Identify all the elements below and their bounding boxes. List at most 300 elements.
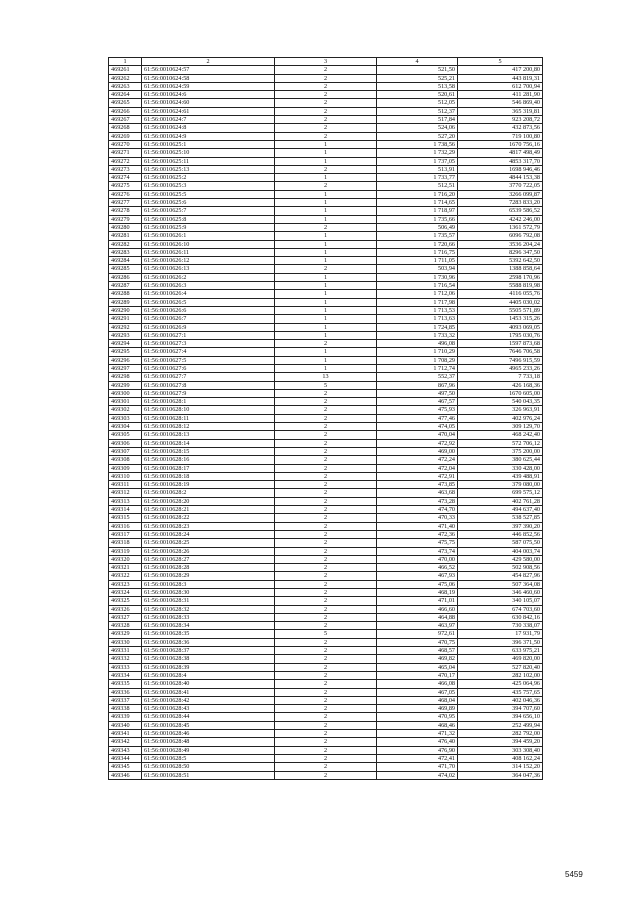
- header-cell-4: 4: [377, 58, 458, 66]
- amount-cell: 1597 873,68: [458, 340, 543, 348]
- amount-cell: 468 242,40: [458, 431, 543, 439]
- row-id-cell: 469297: [109, 364, 142, 372]
- row-id-cell: 469333: [109, 663, 142, 671]
- table-row: [109, 174, 543, 182]
- amount-cell: 408 162,24: [458, 754, 543, 762]
- group-code-cell: 13: [275, 373, 377, 381]
- group-code-cell: 5: [275, 630, 377, 638]
- row-id-cell: 469340: [109, 721, 142, 729]
- row-id-cell: 469266: [109, 107, 142, 115]
- table-body: [109, 58, 543, 780]
- amount-cell: 546 869,40: [458, 99, 543, 107]
- cadastral-number-cell: 61:56:0010627:1: [142, 331, 275, 339]
- cadastral-number-cell: 61:56:0010628:30: [142, 589, 275, 597]
- value-cell: 469,82: [377, 655, 458, 663]
- group-code-cell: 1: [275, 240, 377, 248]
- row-id-cell: 469295: [109, 348, 142, 356]
- group-code-cell: 1: [275, 364, 377, 372]
- table-row: [109, 763, 543, 771]
- amount-cell: 3266 099,87: [458, 190, 543, 198]
- cadastral-number-cell: 61:56:0010628:33: [142, 613, 275, 621]
- cadastral-number-cell: 61:56:0010625:6: [142, 199, 275, 207]
- cadastral-number-cell: 61:56:0010628:43: [142, 705, 275, 713]
- header-cell-1: 1: [109, 58, 142, 66]
- cadastral-number-cell: 61:56:0010628:10: [142, 406, 275, 414]
- value-cell: 1 718,97: [377, 207, 458, 215]
- cadastral-number-cell: 61:56:0010626:12: [142, 257, 275, 265]
- amount-cell: 7496 915,59: [458, 356, 543, 364]
- amount-cell: 375 200,00: [458, 447, 543, 455]
- amount-cell: 394 656,10: [458, 713, 543, 721]
- cadastral-number-cell: 61:56:0010628:21: [142, 506, 275, 514]
- table-row: [109, 555, 543, 563]
- table-row: [109, 655, 543, 663]
- amount-cell: 309 129,70: [458, 423, 543, 431]
- table-row: [109, 771, 543, 779]
- table-row: [109, 547, 543, 555]
- table-row: [109, 157, 543, 165]
- group-code-cell: 1: [275, 157, 377, 165]
- value-cell: 477,46: [377, 414, 458, 422]
- group-code-cell: 2: [275, 431, 377, 439]
- row-id-cell: 469282: [109, 240, 142, 248]
- group-code-cell: 2: [275, 423, 377, 431]
- table-row: [109, 754, 543, 762]
- amount-cell: 4844 153,38: [458, 174, 543, 182]
- value-cell: 466,60: [377, 605, 458, 613]
- row-id-cell: 469284: [109, 257, 142, 265]
- row-id-cell: 469313: [109, 497, 142, 505]
- value-cell: 1 712,06: [377, 290, 458, 298]
- cadastral-number-cell: 61:56:0010624:6: [142, 91, 275, 99]
- group-code-cell: 2: [275, 522, 377, 530]
- value-cell: 1 711,05: [377, 257, 458, 265]
- row-id-cell: 469316: [109, 522, 142, 530]
- value-cell: 513,58: [377, 82, 458, 90]
- amount-cell: 1453 315,26: [458, 315, 543, 323]
- group-code-cell: 2: [275, 506, 377, 514]
- group-code-cell: 2: [275, 738, 377, 746]
- cadastral-number-cell: 61:56:0010624:59: [142, 82, 275, 90]
- cadastral-number-cell: 61:56:0010628:23: [142, 522, 275, 530]
- group-code-cell: 2: [275, 514, 377, 522]
- group-code-cell: 2: [275, 688, 377, 696]
- group-code-cell: 1: [275, 356, 377, 364]
- group-code-cell: 2: [275, 489, 377, 497]
- amount-cell: 630 842,16: [458, 613, 543, 621]
- row-id-cell: 469329: [109, 630, 142, 638]
- table-row: [109, 132, 543, 140]
- value-cell: 1 732,29: [377, 149, 458, 157]
- table-row: [109, 572, 543, 580]
- row-id-cell: 469337: [109, 696, 142, 704]
- amount-cell: 923 208,72: [458, 116, 543, 124]
- row-id-cell: 469336: [109, 688, 142, 696]
- cadastral-number-cell: 61:56:0010628:32: [142, 605, 275, 613]
- row-id-cell: 469274: [109, 174, 142, 182]
- group-code-cell: 2: [275, 66, 377, 74]
- cadastral-number-cell: 61:56:0010625:5: [142, 190, 275, 198]
- row-id-cell: 469317: [109, 530, 142, 538]
- row-id-cell: 469332: [109, 655, 142, 663]
- table-row: [109, 530, 543, 538]
- cadastral-number-cell: 61:56:0010627:3: [142, 340, 275, 348]
- row-id-cell: 469265: [109, 99, 142, 107]
- cadastral-number-cell: 61:56:0010628:24: [142, 530, 275, 538]
- row-id-cell: 469299: [109, 381, 142, 389]
- cadastral-number-cell: 61:56:0010628:20: [142, 497, 275, 505]
- value-cell: 1 735,57: [377, 232, 458, 240]
- table-row: [109, 315, 543, 323]
- value-cell: 464,88: [377, 613, 458, 621]
- amount-cell: 507 364,08: [458, 580, 543, 588]
- value-cell: 503,94: [377, 265, 458, 273]
- table-row: [109, 282, 543, 290]
- table-row: [109, 331, 543, 339]
- table-row: [109, 721, 543, 729]
- table-row: [109, 506, 543, 514]
- amount-cell: 394 459,20: [458, 738, 543, 746]
- cadastral-number-cell: 61:56:0010628:50: [142, 763, 275, 771]
- table-row: [109, 290, 543, 298]
- value-cell: 1 713,63: [377, 315, 458, 323]
- amount-cell: 365 319,81: [458, 107, 543, 115]
- table-row: [109, 605, 543, 613]
- table-row: [109, 622, 543, 630]
- group-code-cell: 1: [275, 232, 377, 240]
- row-id-cell: 469320: [109, 555, 142, 563]
- group-code-cell: 2: [275, 107, 377, 115]
- table-row: [109, 522, 543, 530]
- cadastral-number-cell: 61:56:0010624:60: [142, 99, 275, 107]
- cadastral-number-cell: 61:56:0010628:42: [142, 696, 275, 704]
- group-code-cell: 2: [275, 389, 377, 397]
- table-row: [109, 356, 543, 364]
- value-cell: 1 730,96: [377, 273, 458, 281]
- amount-cell: 4817 498,49: [458, 149, 543, 157]
- group-code-cell: 2: [275, 647, 377, 655]
- amount-cell: 346 460,60: [458, 589, 543, 597]
- value-cell: 1 708,29: [377, 356, 458, 364]
- table-row: [109, 232, 543, 240]
- value-cell: 1 733,77: [377, 174, 458, 182]
- row-id-cell: 469334: [109, 671, 142, 679]
- group-code-cell: 1: [275, 140, 377, 148]
- cadastral-number-cell: 61:56:0010628:5: [142, 754, 275, 762]
- header-cell-5: 5: [458, 58, 543, 66]
- group-code-cell: 2: [275, 398, 377, 406]
- group-code-cell: 2: [275, 680, 377, 688]
- value-cell: 471,70: [377, 763, 458, 771]
- amount-cell: 446 852,56: [458, 530, 543, 538]
- value-cell: 463,97: [377, 622, 458, 630]
- group-code-cell: 2: [275, 555, 377, 563]
- row-id-cell: 469279: [109, 215, 142, 223]
- cadastral-number-cell: 61:56:0010626:6: [142, 306, 275, 314]
- table-row: [109, 199, 543, 207]
- amount-cell: 425 064,96: [458, 680, 543, 688]
- cadastral-number-cell: 61:56:0010628:44: [142, 713, 275, 721]
- amount-cell: 527 820,40: [458, 663, 543, 671]
- row-id-cell: 469324: [109, 589, 142, 597]
- row-id-cell: 469308: [109, 456, 142, 464]
- amount-cell: 443 819,31: [458, 74, 543, 82]
- amount-cell: 4242 246,00: [458, 215, 543, 223]
- amount-cell: 6539 586,52: [458, 207, 543, 215]
- amount-cell: 435 757,65: [458, 688, 543, 696]
- value-cell: 475,75: [377, 539, 458, 547]
- amount-cell: 252 499,94: [458, 721, 543, 729]
- amount-cell: 404 003,74: [458, 547, 543, 555]
- cadastral-number-cell: 61:56:0010626:11: [142, 248, 275, 256]
- cadastral-number-cell: 61:56:0010624:9: [142, 132, 275, 140]
- amount-cell: 494 637,40: [458, 506, 543, 514]
- value-cell: 466,08: [377, 680, 458, 688]
- group-code-cell: 2: [275, 754, 377, 762]
- table-row: [109, 340, 543, 348]
- value-cell: 471,32: [377, 730, 458, 738]
- group-code-cell: 1: [275, 174, 377, 182]
- amount-cell: 4405 030,02: [458, 298, 543, 306]
- table-row: [109, 414, 543, 422]
- amount-cell: 1670 605,00: [458, 389, 543, 397]
- row-id-cell: 469280: [109, 223, 142, 231]
- table-row: [109, 514, 543, 522]
- table-row: [109, 688, 543, 696]
- amount-cell: 5505 571,89: [458, 306, 543, 314]
- row-id-cell: 469327: [109, 613, 142, 621]
- amount-cell: 397 390,20: [458, 522, 543, 530]
- cadastral-number-cell: 61:56:0010628:17: [142, 464, 275, 472]
- value-cell: 512,05: [377, 99, 458, 107]
- group-code-cell: 2: [275, 721, 377, 729]
- group-code-cell: 2: [275, 265, 377, 273]
- group-code-cell: 1: [275, 290, 377, 298]
- row-id-cell: 469289: [109, 298, 142, 306]
- cadastral-number-cell: 61:56:0010628:28: [142, 564, 275, 572]
- table-row: [109, 124, 543, 132]
- group-code-cell: 2: [275, 530, 377, 538]
- table-row: [109, 564, 543, 572]
- group-code-cell: 2: [275, 547, 377, 555]
- group-code-cell: 5: [275, 381, 377, 389]
- group-code-cell: 2: [275, 671, 377, 679]
- table-row: [109, 298, 543, 306]
- row-id-cell: 469330: [109, 638, 142, 646]
- cadastral-number-cell: 61:56:0010628:34: [142, 622, 275, 630]
- value-cell: 468,19: [377, 589, 458, 597]
- value-cell: 1 735,66: [377, 215, 458, 223]
- value-cell: 1 737,05: [377, 157, 458, 165]
- amount-cell: 314 152,20: [458, 763, 543, 771]
- cadastral-number-cell: 61:56:0010628:22: [142, 514, 275, 522]
- table-row: [109, 705, 543, 713]
- table-row: [109, 265, 543, 273]
- amount-cell: 4965 233,26: [458, 364, 543, 372]
- cadastral-number-cell: 61:56:0010628:4: [142, 671, 275, 679]
- table-row: [109, 348, 543, 356]
- table-row: [109, 680, 543, 688]
- table-row: [109, 431, 543, 439]
- amount-cell: 2598 170,96: [458, 273, 543, 281]
- cadastral-number-cell: 61:56:0010624:58: [142, 74, 275, 82]
- value-cell: 1 712,74: [377, 364, 458, 372]
- group-code-cell: 2: [275, 439, 377, 447]
- table-row: [109, 713, 543, 721]
- table-row: [109, 82, 543, 90]
- row-id-cell: 469300: [109, 389, 142, 397]
- row-id-cell: 469335: [109, 680, 142, 688]
- group-code-cell: 2: [275, 605, 377, 613]
- table-row: [109, 248, 543, 256]
- cadastral-number-cell: 61:56:0010624:8: [142, 124, 275, 132]
- value-cell: 521,50: [377, 66, 458, 74]
- row-id-cell: 469303: [109, 414, 142, 422]
- cadastral-number-cell: 61:56:0010626:2: [142, 273, 275, 281]
- group-code-cell: 2: [275, 539, 377, 547]
- value-cell: 470,95: [377, 713, 458, 721]
- value-cell: 496,08: [377, 340, 458, 348]
- value-cell: 525,21: [377, 74, 458, 82]
- cadastral-number-cell: 61:56:0010628:36: [142, 638, 275, 646]
- amount-cell: 17 931,79: [458, 630, 543, 638]
- row-id-cell: 469346: [109, 771, 142, 779]
- amount-cell: 1361 572,79: [458, 223, 543, 231]
- cadastral-number-cell: 61:56:0010628:18: [142, 472, 275, 480]
- table-row: [109, 364, 543, 372]
- cadastral-number-cell: 61:56:0010628:13: [142, 431, 275, 439]
- value-cell: 476,40: [377, 738, 458, 746]
- amount-cell: 7 733,18: [458, 373, 543, 381]
- amount-cell: 719 100,80: [458, 132, 543, 140]
- group-code-cell: 1: [275, 282, 377, 290]
- amount-cell: 8296 347,50: [458, 248, 543, 256]
- value-cell: 527,20: [377, 132, 458, 140]
- row-id-cell: 469328: [109, 622, 142, 630]
- row-id-cell: 469275: [109, 182, 142, 190]
- value-cell: 469,89: [377, 705, 458, 713]
- amount-cell: 572 706,12: [458, 439, 543, 447]
- table-row: [109, 149, 543, 157]
- amount-cell: 4116 055,76: [458, 290, 543, 298]
- group-code-cell: 2: [275, 182, 377, 190]
- group-code-cell: 2: [275, 597, 377, 605]
- table-row: [109, 207, 543, 215]
- row-id-cell: 469286: [109, 273, 142, 281]
- amount-cell: 4853 317,70: [458, 157, 543, 165]
- value-cell: 473,28: [377, 497, 458, 505]
- row-id-cell: 469270: [109, 140, 142, 148]
- cadastral-number-cell: 61:56:0010628:16: [142, 456, 275, 464]
- cadastral-number-cell: 61:56:0010624:57: [142, 66, 275, 74]
- cadastral-number-cell: 61:56:0010625:10: [142, 149, 275, 157]
- group-code-cell: 1: [275, 306, 377, 314]
- row-id-cell: 469298: [109, 373, 142, 381]
- row-id-cell: 469342: [109, 738, 142, 746]
- group-code-cell: 2: [275, 655, 377, 663]
- group-code-cell: 2: [275, 74, 377, 82]
- row-id-cell: 469325: [109, 597, 142, 605]
- cadastral-number-cell: 61:56:0010628:49: [142, 746, 275, 754]
- row-id-cell: 469310: [109, 472, 142, 480]
- amount-cell: 394 707,60: [458, 705, 543, 713]
- group-code-cell: 2: [275, 165, 377, 173]
- group-code-cell: 2: [275, 713, 377, 721]
- group-code-cell: 2: [275, 414, 377, 422]
- group-code-cell: 1: [275, 323, 377, 331]
- value-cell: 552,37: [377, 373, 458, 381]
- value-cell: 470,17: [377, 671, 458, 679]
- row-id-cell: 469272: [109, 157, 142, 165]
- amount-cell: 364 047,36: [458, 771, 543, 779]
- value-cell: 473,74: [377, 547, 458, 555]
- row-id-cell: 469294: [109, 340, 142, 348]
- group-code-cell: 2: [275, 763, 377, 771]
- cadastral-number-cell: 61:56:0010628:2: [142, 489, 275, 497]
- amount-cell: 432 873,56: [458, 124, 543, 132]
- amount-cell: 674 703,60: [458, 605, 543, 613]
- page-number: 5459: [565, 870, 583, 879]
- row-id-cell: 469307: [109, 447, 142, 455]
- group-code-cell: 2: [275, 124, 377, 132]
- value-cell: 469,00: [377, 447, 458, 455]
- group-code-cell: 1: [275, 331, 377, 339]
- group-code-cell: 2: [275, 99, 377, 107]
- row-id-cell: 469321: [109, 564, 142, 572]
- group-code-cell: 2: [275, 132, 377, 140]
- row-id-cell: 469269: [109, 132, 142, 140]
- header-cell-3: 3: [275, 58, 377, 66]
- cadastral-number-cell: 61:56:0010627:4: [142, 348, 275, 356]
- cadastral-number-cell: 61:56:0010628:3: [142, 580, 275, 588]
- group-code-cell: 1: [275, 315, 377, 323]
- cadastral-number-cell: 61:56:0010627:5: [142, 356, 275, 364]
- row-id-cell: 469318: [109, 539, 142, 547]
- row-id-cell: 469278: [109, 207, 142, 215]
- value-cell: 472,91: [377, 472, 458, 480]
- value-cell: 471,40: [377, 522, 458, 530]
- table-row: [109, 663, 543, 671]
- cadastral-number-cell: 61:56:0010626:5: [142, 298, 275, 306]
- group-code-cell: 2: [275, 589, 377, 597]
- table-row: [109, 381, 543, 389]
- value-cell: 1 714,65: [377, 199, 458, 207]
- cadastral-number-cell: 61:56:0010628:27: [142, 555, 275, 563]
- table-row: [109, 116, 543, 124]
- group-code-cell: 1: [275, 215, 377, 223]
- amount-cell: 396 371,50: [458, 638, 543, 646]
- row-id-cell: 469268: [109, 124, 142, 132]
- row-id-cell: 469302: [109, 406, 142, 414]
- amount-cell: 439 488,91: [458, 472, 543, 480]
- table-row: [109, 257, 543, 265]
- row-id-cell: 469271: [109, 149, 142, 157]
- group-code-cell: 1: [275, 257, 377, 265]
- value-cell: 474,02: [377, 771, 458, 779]
- group-code-cell: 1: [275, 199, 377, 207]
- row-id-cell: 469291: [109, 315, 142, 323]
- table-row: [109, 630, 543, 638]
- group-code-cell: 2: [275, 82, 377, 90]
- cadastral-number-cell: 61:56:0010628:35: [142, 630, 275, 638]
- group-code-cell: 2: [275, 456, 377, 464]
- cadastral-number-cell: 61:56:0010628:38: [142, 655, 275, 663]
- table-row: [109, 107, 543, 115]
- cadastral-number-cell: 61:56:0010628:14: [142, 439, 275, 447]
- amount-cell: 7646 706,58: [458, 348, 543, 356]
- cadastral-number-cell: 61:56:0010624:61: [142, 107, 275, 115]
- table-row: [109, 140, 543, 148]
